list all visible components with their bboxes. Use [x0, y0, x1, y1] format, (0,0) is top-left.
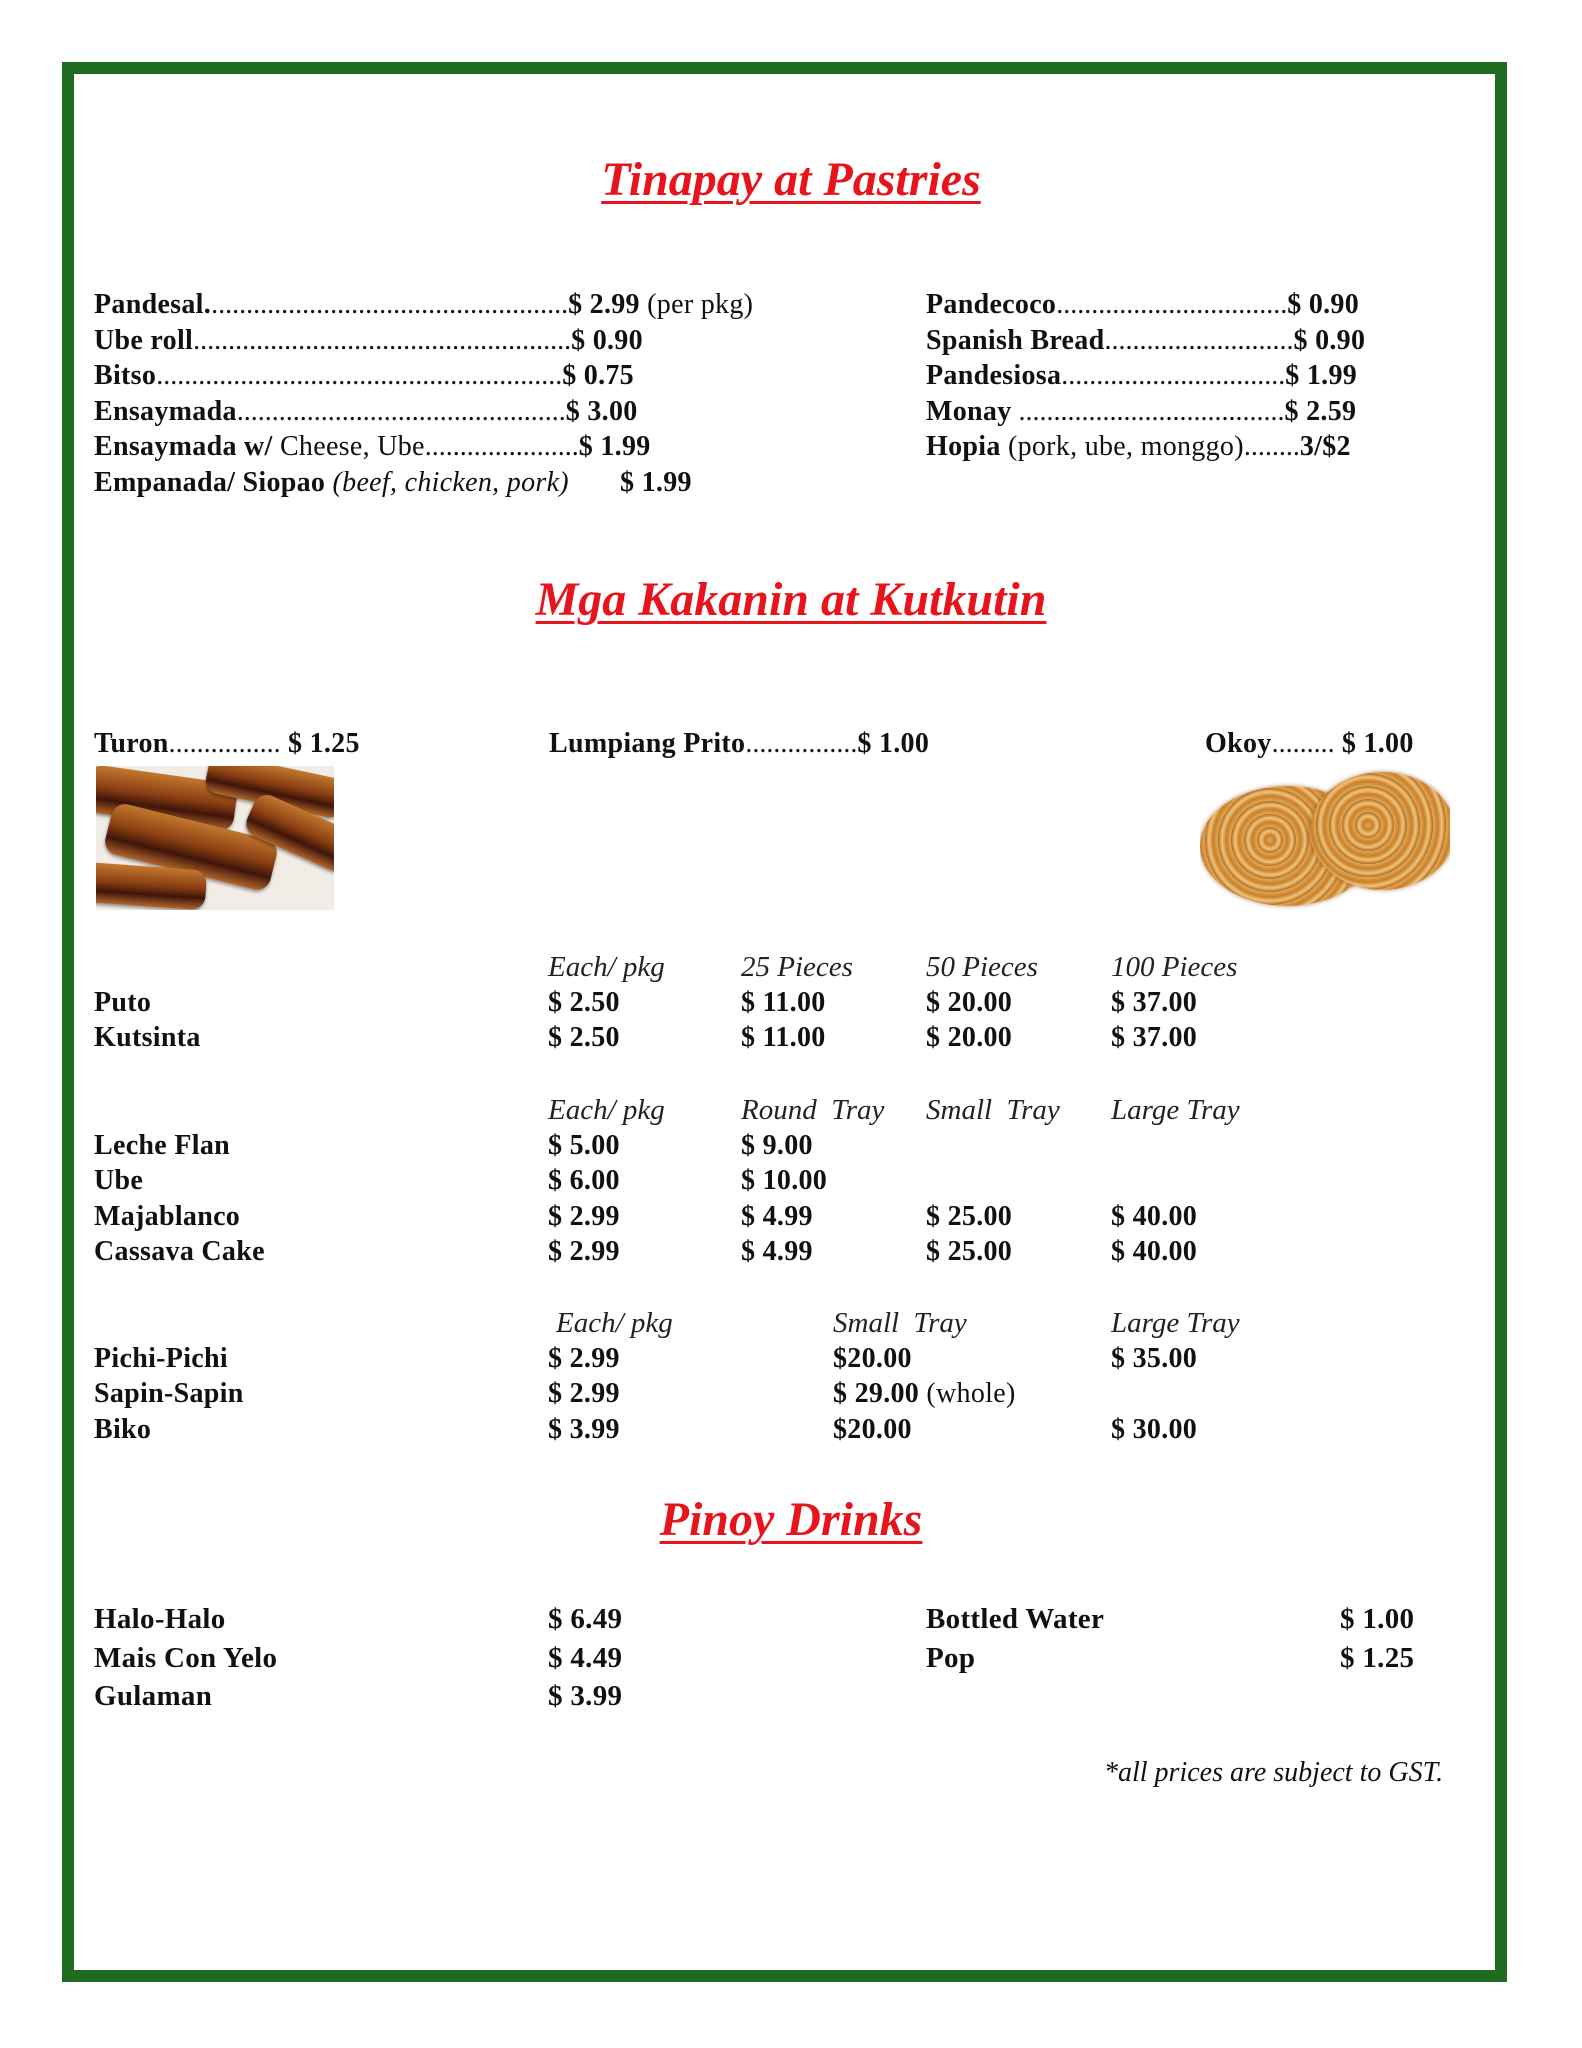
item-name: Kutsinta	[94, 1022, 201, 1053]
menu-item-price: $ 1.99	[620, 467, 692, 498]
column-header: 50 Pieces	[926, 951, 1038, 983]
menu-item: Pandesiosa................................$ 1.99	[926, 360, 1358, 391]
item-price: $ 6.00	[548, 1165, 620, 1196]
section-title-kakanin: Mga Kakanin at Kutkutin	[535, 573, 1047, 626]
item-name: Majablanco	[94, 1201, 241, 1232]
item-price: $ 3.99	[548, 1414, 620, 1445]
featured-item-turon: Turon................ $ 1.25	[94, 728, 360, 759]
item-price: $ 11.00	[741, 987, 826, 1018]
item-price: $ 35.00	[1111, 1343, 1198, 1374]
item-price: $ 2.50	[548, 987, 620, 1018]
item-price: $ 40.00	[1111, 1201, 1198, 1232]
item-price: $ 5.00	[548, 1130, 620, 1161]
menu-item: Empanada/ Siopao (beef, chicken, pork)	[94, 467, 569, 498]
drink-name: Halo-Halo	[94, 1603, 226, 1635]
column-header: Large Tray	[1111, 1307, 1240, 1339]
drink-name: Mais Con Yelo	[94, 1642, 278, 1674]
item-price: $ 37.00	[1111, 987, 1198, 1018]
drink-price: $ 1.00	[1340, 1603, 1415, 1635]
turon-photo	[96, 766, 334, 910]
item-price: $20.00	[833, 1343, 912, 1374]
featured-item-lumpia: Lumpiang Prito................$ 1.00	[549, 728, 930, 759]
section-title-drinks: Pinoy Drinks	[659, 1493, 923, 1546]
drink-name: Gulaman	[94, 1680, 213, 1712]
menu-item: Ensaymada...............................................$ 3.00	[94, 396, 638, 427]
item-name: Ube	[94, 1165, 144, 1196]
item-name: Leche Flan	[94, 1130, 230, 1161]
okoy-photo	[1200, 768, 1450, 911]
item-price: $ 4.99	[741, 1201, 813, 1232]
column-header: Large Tray	[1111, 1094, 1240, 1126]
column-header: 25 Pieces	[741, 951, 853, 983]
item-name: Puto	[94, 987, 152, 1018]
menu-item: Ensaymada w/ Cheese, Ube......................$ 1.99	[94, 431, 651, 462]
column-header: Each/ pkg	[548, 1094, 665, 1126]
menu-item: Pandecoco.................................$ 0.90	[926, 289, 1360, 320]
column-header: Small Tray	[926, 1094, 1060, 1126]
menu-item: Ube roll......................................................$ 0.90	[94, 325, 643, 356]
column-header: 100 Pieces	[1111, 951, 1238, 983]
item-price: $ 10.00	[741, 1165, 828, 1196]
item-price: $ 20.00	[926, 987, 1013, 1018]
menu-item: Spanish Bread...........................$ 0.90	[926, 325, 1366, 356]
menu-item: Bitso..........................................................$ 0.75	[94, 360, 634, 391]
item-price: $ 2.99	[548, 1378, 620, 1409]
item-price: $ 2.99	[548, 1201, 620, 1232]
item-price: $ 29.00 (whole)	[833, 1378, 1016, 1409]
item-price: $ 20.00	[926, 1022, 1013, 1053]
item-price: $ 37.00	[1111, 1022, 1198, 1053]
item-price: $ 2.99	[548, 1343, 620, 1374]
column-header: Each/ pkg	[556, 1307, 673, 1339]
section-title-pastries: Tinapay at Pastries	[601, 153, 981, 206]
item-price: $ 30.00	[1111, 1414, 1198, 1445]
item-price: $ 40.00	[1111, 1236, 1198, 1267]
column-header: Small Tray	[833, 1307, 967, 1339]
menu-item: Pandesal....................................................$ 2.99 (per pkg)	[94, 289, 754, 320]
column-header: Each/ pkg	[548, 951, 665, 983]
item-price: $ 2.50	[548, 1022, 620, 1053]
item-name: Biko	[94, 1414, 152, 1445]
drink-name: Bottled Water	[926, 1603, 1105, 1635]
item-name: Pichi-Pichi	[94, 1343, 228, 1374]
drink-price: $ 6.49	[548, 1603, 623, 1635]
drink-name: Pop	[926, 1642, 976, 1674]
item-price: $ 11.00	[741, 1022, 826, 1053]
item-name: Cassava Cake	[94, 1236, 265, 1267]
item-name: Sapin-Sapin	[94, 1378, 244, 1409]
featured-item-okoy: Okoy......... $ 1.00	[1205, 728, 1414, 759]
column-header: Round Tray	[741, 1094, 885, 1126]
menu-item: Hopia (pork, ube, monggo)........3/$2	[926, 431, 1351, 462]
item-price: $ 2.99	[548, 1236, 620, 1267]
drink-price: $ 1.25	[1340, 1642, 1415, 1674]
drink-price: $ 4.49	[548, 1642, 623, 1674]
footnote: *all prices are subject to GST.	[1104, 1757, 1444, 1788]
item-price: $ 25.00	[926, 1201, 1013, 1232]
item-price: $20.00	[833, 1414, 912, 1445]
drink-price: $ 3.99	[548, 1680, 623, 1712]
menu-item: Monay ......................................$ 2.59	[926, 396, 1357, 427]
item-price: $ 4.99	[741, 1236, 813, 1267]
item-price: $ 25.00	[926, 1236, 1013, 1267]
item-price: $ 9.00	[741, 1130, 813, 1161]
